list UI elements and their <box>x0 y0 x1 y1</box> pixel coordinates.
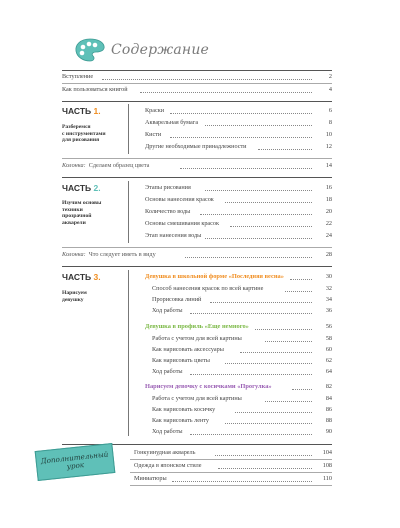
part-3-label <box>62 272 101 282</box>
toc-item[interactable]: Другие необходимые принадлежности <box>145 143 247 150</box>
divider <box>130 485 332 486</box>
leader-dots <box>205 190 312 191</box>
page-number: 36 <box>325 307 332 314</box>
page-number: 58 <box>325 335 332 342</box>
part-number: 1. <box>93 106 101 116</box>
column-note[interactable]: Колонка: Сделаем образец цвета <box>62 162 150 169</box>
divider <box>130 472 332 473</box>
toc-item[interactable]: Акварельная бумага <box>145 119 199 126</box>
part-2-label <box>62 183 101 193</box>
part-3-subtitle: Нарисуем девушку <box>62 290 87 303</box>
page-number: 86 <box>325 406 332 413</box>
leader-dots <box>225 363 312 364</box>
page-number: 32 <box>325 285 332 292</box>
page-number: 4 <box>328 86 332 93</box>
toc-item[interactable]: Как нарисовать аксессуары <box>152 346 224 353</box>
leader-dots <box>185 257 312 258</box>
divider <box>62 266 332 267</box>
toc-item[interactable]: Как нарисовать цветы <box>152 357 210 364</box>
toc-item[interactable]: Работа с учетом для всей картины <box>152 335 242 342</box>
page-number: 82 <box>325 383 332 390</box>
page-number: 110 <box>322 475 332 482</box>
part-1-subtitle: Разберемся с инструментами для рисования <box>62 124 106 144</box>
page-number: 12 <box>325 143 332 150</box>
page-number: 28 <box>325 251 332 258</box>
divider <box>62 83 332 84</box>
toc-item-intro[interactable]: Вступление <box>62 73 94 80</box>
page-number: 84 <box>325 395 332 402</box>
column-note[interactable]: Колонка: Что следует иметь в виду <box>62 251 156 258</box>
leader-dots <box>140 92 312 93</box>
toc-item[interactable]: Как нарисовать ленту <box>152 417 210 424</box>
leader-dots <box>258 149 312 150</box>
leader-dots <box>190 313 312 314</box>
part-label-text: ЧАСТЬ <box>62 183 92 193</box>
leader-dots <box>180 168 312 169</box>
page-number: 24 <box>325 232 332 239</box>
part-2-subtitle: Изучим основы техники прозрачной акварели <box>62 200 102 226</box>
part-number: 3. <box>93 272 101 282</box>
divider <box>62 247 332 248</box>
leader-dots <box>200 214 312 215</box>
leader-dots <box>170 113 312 114</box>
section-title-braids[interactable]: Нарисуем девочку с косичками «Прогулка» <box>145 383 272 390</box>
page-number: 108 <box>322 462 332 469</box>
page-number: 20 <box>325 208 332 215</box>
part-1-rule <box>128 104 129 154</box>
page-number: 60 <box>325 346 332 353</box>
leader-dots <box>285 291 312 292</box>
section-title-profile[interactable]: Девушка в профиль «Еще немного» <box>145 323 249 330</box>
part-1-label <box>62 106 101 116</box>
divider <box>62 101 332 102</box>
part-label-text: ЧАСТЬ <box>62 272 92 282</box>
leader-dots <box>170 137 312 138</box>
leader-dots <box>230 226 312 227</box>
leader-dots <box>102 79 312 80</box>
leader-dots <box>265 341 312 342</box>
divider <box>62 177 332 178</box>
page-number: 30 <box>325 273 332 280</box>
toc-item[interactable]: Работа с учетом для всей картины <box>152 395 242 402</box>
toc-item[interactable]: Этап нанесения воды <box>145 232 202 239</box>
leader-dots <box>240 352 312 353</box>
leader-dots <box>205 125 312 126</box>
toc-item[interactable]: Этапы рисования <box>145 184 191 191</box>
toc-item[interactable]: Способ нанесения красок по всей картине <box>152 285 264 292</box>
leader-dots <box>190 434 312 435</box>
toc-item[interactable]: Одежда в японском стиле <box>134 462 202 469</box>
leader-dots <box>172 481 312 482</box>
toc-item[interactable]: Гонкуинудная акварель <box>134 449 196 456</box>
leader-dots <box>218 468 312 469</box>
toc-item[interactable]: Краски <box>145 107 165 114</box>
extra-lesson-badge: Дополнительный урок <box>35 443 116 481</box>
toc-item-how-to-use[interactable]: Как пользоваться книгой <box>62 86 128 93</box>
page-number: 10 <box>325 131 332 138</box>
page-number: 14 <box>325 162 332 169</box>
page-title: Содержание <box>111 42 210 58</box>
toc-item[interactable]: Кисти <box>145 131 162 138</box>
divider <box>130 459 332 460</box>
page-number: 62 <box>325 357 332 364</box>
page-number: 56 <box>325 323 332 330</box>
page-number: 18 <box>325 196 332 203</box>
part-number: 2. <box>93 183 101 193</box>
leader-dots <box>225 423 312 424</box>
page-number: 6 <box>328 107 332 114</box>
section-title-school-uniform[interactable]: Девушка в школьной форме «Последняя весна» <box>145 273 284 280</box>
page-number: 16 <box>325 184 332 191</box>
leader-dots <box>255 329 312 330</box>
palette-icon <box>74 37 106 63</box>
page-number: 90 <box>325 428 332 435</box>
leader-dots <box>205 238 312 239</box>
toc-item[interactable]: Основы нанесения красок <box>145 196 214 203</box>
toc-item[interactable]: Основы смешивания красок <box>145 220 220 227</box>
leader-dots <box>190 374 312 375</box>
page-number: 64 <box>325 368 332 375</box>
part-label-text: ЧАСТЬ <box>62 106 92 116</box>
toc-item[interactable]: Как нарисовать косичку <box>152 406 216 413</box>
toc-item[interactable]: Прорисовка линий <box>152 296 202 303</box>
leader-dots <box>292 389 312 390</box>
part-2-rule <box>128 181 129 243</box>
toc-item[interactable]: Количество воды <box>145 208 191 215</box>
toc-item[interactable]: Ход работы <box>152 428 183 435</box>
page-number: 8 <box>328 119 332 126</box>
divider <box>62 70 332 71</box>
leader-dots <box>225 202 312 203</box>
page-number: 34 <box>325 296 332 303</box>
toc-item[interactable]: Ход работы <box>152 368 183 375</box>
leader-dots <box>210 302 312 303</box>
leader-dots <box>235 412 312 413</box>
page-number: 88 <box>325 417 332 424</box>
leader-dots <box>215 455 312 456</box>
part-3-rule <box>128 270 129 436</box>
leader-dots <box>265 401 312 402</box>
divider <box>62 158 332 159</box>
page-number: 2 <box>328 73 332 80</box>
toc-item[interactable]: Миниатюры <box>134 475 167 482</box>
leader-dots <box>290 279 312 280</box>
toc-item[interactable]: Ход работы <box>152 307 183 314</box>
page-number: 104 <box>322 449 332 456</box>
page-number: 22 <box>325 220 332 227</box>
